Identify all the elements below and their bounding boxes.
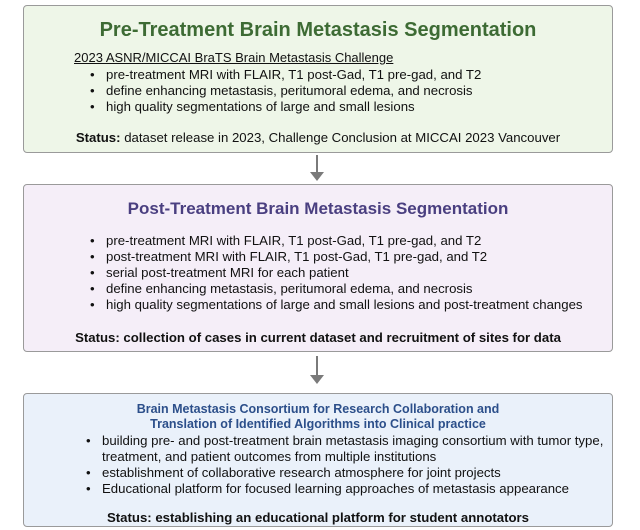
list-item	[84, 481, 604, 497]
posttreatment-title: Post-Treatment Brain Metastasis Segmentation	[127, 199, 509, 218]
bullet-icon: •	[90, 265, 95, 280]
list-item	[88, 249, 598, 265]
bullet-icon: •	[90, 99, 95, 114]
bullet-icon: •	[86, 433, 91, 448]
list-item-text: high quality segmentations of large and small lesions and post-treatment changes	[106, 297, 583, 312]
bullet-icon: •	[90, 83, 95, 98]
consortium-bullet-list	[84, 433, 604, 497]
bullet-icon: •	[86, 481, 91, 496]
consortium-status: Status: establishing an educational platform for student annotators	[106, 510, 530, 525]
list-item-text: define enhancing metastasis, peritumoral edema, and necrosis	[106, 281, 473, 296]
list-item	[88, 67, 608, 83]
consortium-panel	[23, 393, 613, 527]
list-item-text: high quality segmentations of large and small lesions	[106, 99, 415, 114]
bullet-icon: •	[90, 249, 95, 264]
posttreatment-bullet-list	[88, 233, 598, 313]
status-text: dataset release in 2023, Challenge Conclusion at MICCAI 2023 Vancouver	[124, 130, 561, 145]
bullet-icon: •	[90, 297, 95, 312]
pretreatment-panel	[23, 5, 613, 153]
pretreatment-bullet-list	[88, 67, 608, 115]
list-item-text: pre-treatment MRI with FLAIR, T1 post-Gad, T1 pre-gad, and T2	[106, 67, 482, 82]
list-item	[84, 433, 604, 465]
list-item-text: serial post-treatment MRI for each patient	[106, 265, 349, 280]
status-label: Status:	[75, 130, 121, 145]
list-item	[88, 297, 598, 313]
bullet-icon: •	[86, 465, 91, 480]
list-item	[88, 83, 608, 99]
list-item-text: define enhancing metastasis, peritumoral edema, and necrosis	[106, 83, 473, 98]
pretreatment-title: Pre-Treatment Brain Metastasis Segmentation	[99, 19, 537, 41]
list-item	[88, 233, 598, 249]
bullet-icon: •	[90, 233, 95, 248]
down-arrow-icon	[310, 155, 324, 182]
list-item	[88, 265, 598, 281]
list-item	[84, 465, 604, 481]
list-item-text: building pre- and post-treatment brain metastasis imaging consortium with tumor type, treatment, and patient outcomes from multiple institutions	[102, 433, 604, 464]
list-item-text: pre-treatment MRI with FLAIR, T1 post-Gad, T1 pre-gad, and T2	[106, 233, 482, 248]
list-item-text: establishment of collaborative research atmosphere for joint projects	[102, 465, 501, 480]
bullet-icon: •	[90, 281, 95, 296]
posttreatment-panel	[23, 184, 613, 352]
consortium-title-line: Brain Metastasis Consortium for Research Collaboration and	[136, 402, 500, 416]
down-arrow-icon	[310, 356, 324, 386]
list-item	[88, 281, 598, 297]
pretreatment-status	[24, 130, 612, 145]
list-item-text: Educational platform for focused learning approaches of metastasis appearance	[102, 481, 569, 496]
challenge-subtitle: 2023 ASNR/MICCAI BraTS Brain Metastasis Challenge	[74, 50, 394, 65]
bullet-icon: •	[90, 67, 95, 82]
consortium-title-line: Translation of Identified Algorithms into Clinical practice	[150, 417, 486, 431]
list-item	[88, 99, 608, 115]
list-item-text: post-treatment MRI with FLAIR, T1 post-Gad, T1 pre-gad, and T2	[106, 249, 488, 264]
consortium-title	[24, 402, 612, 432]
posttreatment-status: Status: collection of cases in current dataset and recruitment of sites for data	[75, 330, 561, 345]
